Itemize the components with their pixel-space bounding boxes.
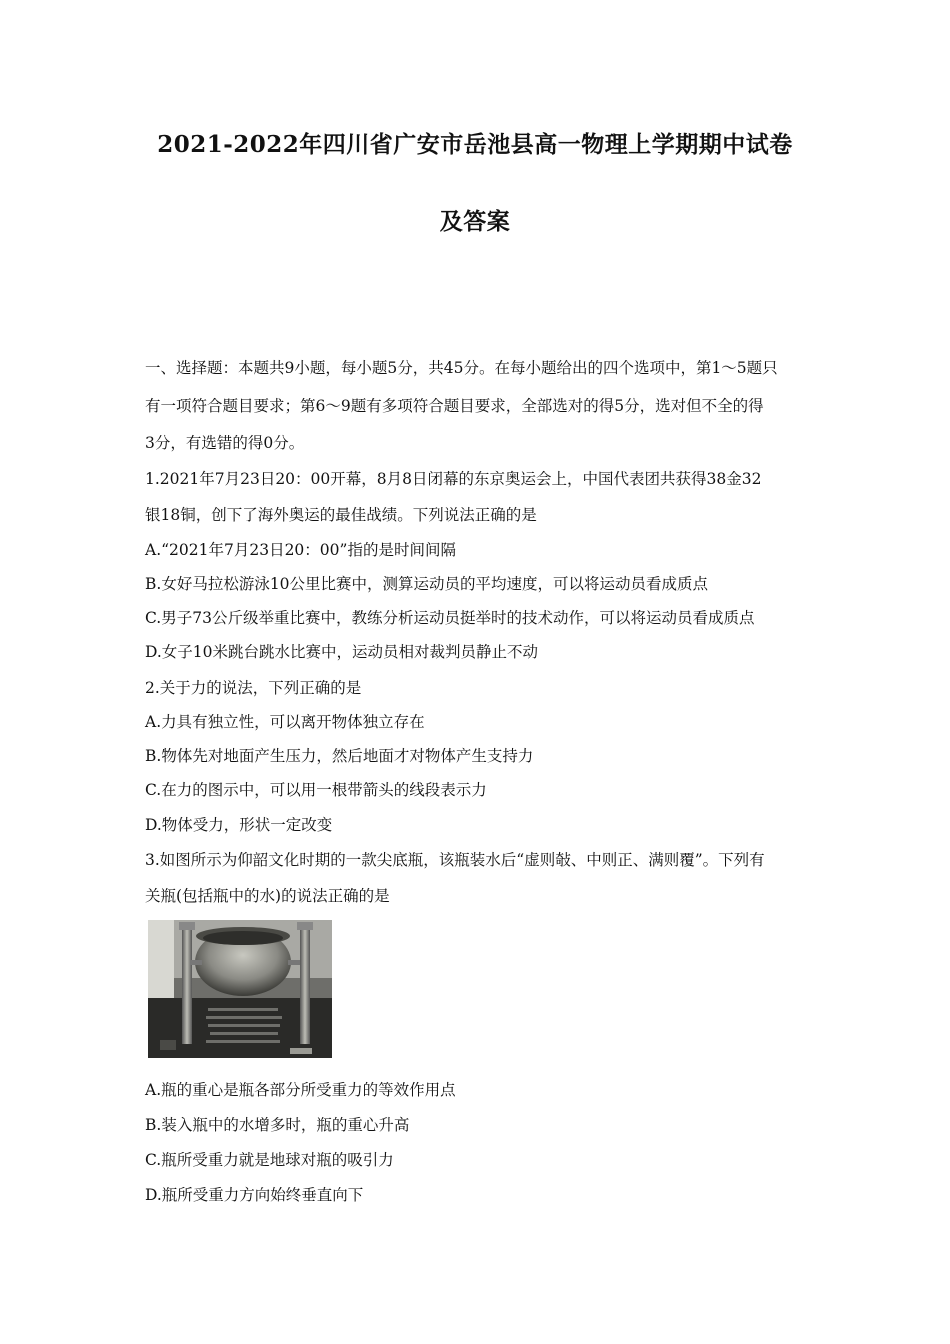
q1-option-b: B.女好马拉松游泳10公里比赛中，测算运动员的平均速度，可以将运动员看成质点 xyxy=(145,575,709,593)
document-title-line-2: 及答案 xyxy=(439,208,511,235)
q2-option-d: D.物体受力，形状一定改变 xyxy=(145,816,333,834)
document-title-line-1: 2021-2022年四川省广安市岳池县高一物理上学期期中试卷 xyxy=(157,131,793,158)
q1-option-a: A.“2021年7月23日20：00”指的是时间间隔 xyxy=(145,541,456,559)
q2-stem: 2.关于力的说法，下列正确的是 xyxy=(145,679,362,697)
section-instructions-line-1: 一、选择题：本题共9小题，每小题5分，共45分。在每小题给出的四个选项中，第1～5题只 xyxy=(145,359,778,377)
q1-stem-line-2: 银18铜，创下了海外奥运的最佳战绩。下列说法正确的是 xyxy=(145,506,537,524)
q3-option-a: A.瓶的重心是瓶各部分所受重力的等效作用点 xyxy=(145,1081,456,1099)
q2-option-b: B.物体先对地面产生压力，然后地面才对物体产生支持力 xyxy=(145,747,534,765)
q1-option-c: C.男子73公斤级举重比赛中，教练分析运动员挺举时的技术动作，可以将运动员看成质点 xyxy=(145,609,755,627)
pointed-bottom-bottle-photo xyxy=(148,920,332,1058)
section-instructions-line-2: 有一项符合题目要求；第6～9题有多项符合题目要求，全部选对的得5分，选对但不全的得 xyxy=(145,397,764,415)
q1-option-d: D.女子10米跳台跳水比赛中，运动员相对裁判员静止不动 xyxy=(145,643,539,661)
q3-stem-line-2: 关瓶(包括瓶中的水)的说法正确的是 xyxy=(145,887,390,905)
q3-stem-line-1: 3.如图所示为仰韶文化时期的一款尖底瓶，该瓶装水后“虚则敧、中则正、满则覆”。下列有 xyxy=(145,851,765,869)
section-instructions-line-3: 3分，有选错的得0分。 xyxy=(145,434,305,452)
q3-option-b: B.装入瓶中的水增多时，瓶的重心升高 xyxy=(145,1116,410,1134)
q1-stem-line-1: 1.2021年7月23日20：00开幕，8月8日闭幕的东京奥运会上，中国代表团共获得38金32 xyxy=(145,470,762,488)
q2-option-a: A.力具有独立性，可以离开物体独立存在 xyxy=(145,713,425,731)
q3-option-c: C.瓶所受重力就是地球对瓶的吸引力 xyxy=(145,1151,394,1169)
q3-option-d: D.瓶所受重力方向始终垂直向下 xyxy=(145,1186,364,1204)
q2-option-c: C.在力的图示中，可以用一根带箭头的线段表示力 xyxy=(145,781,487,799)
